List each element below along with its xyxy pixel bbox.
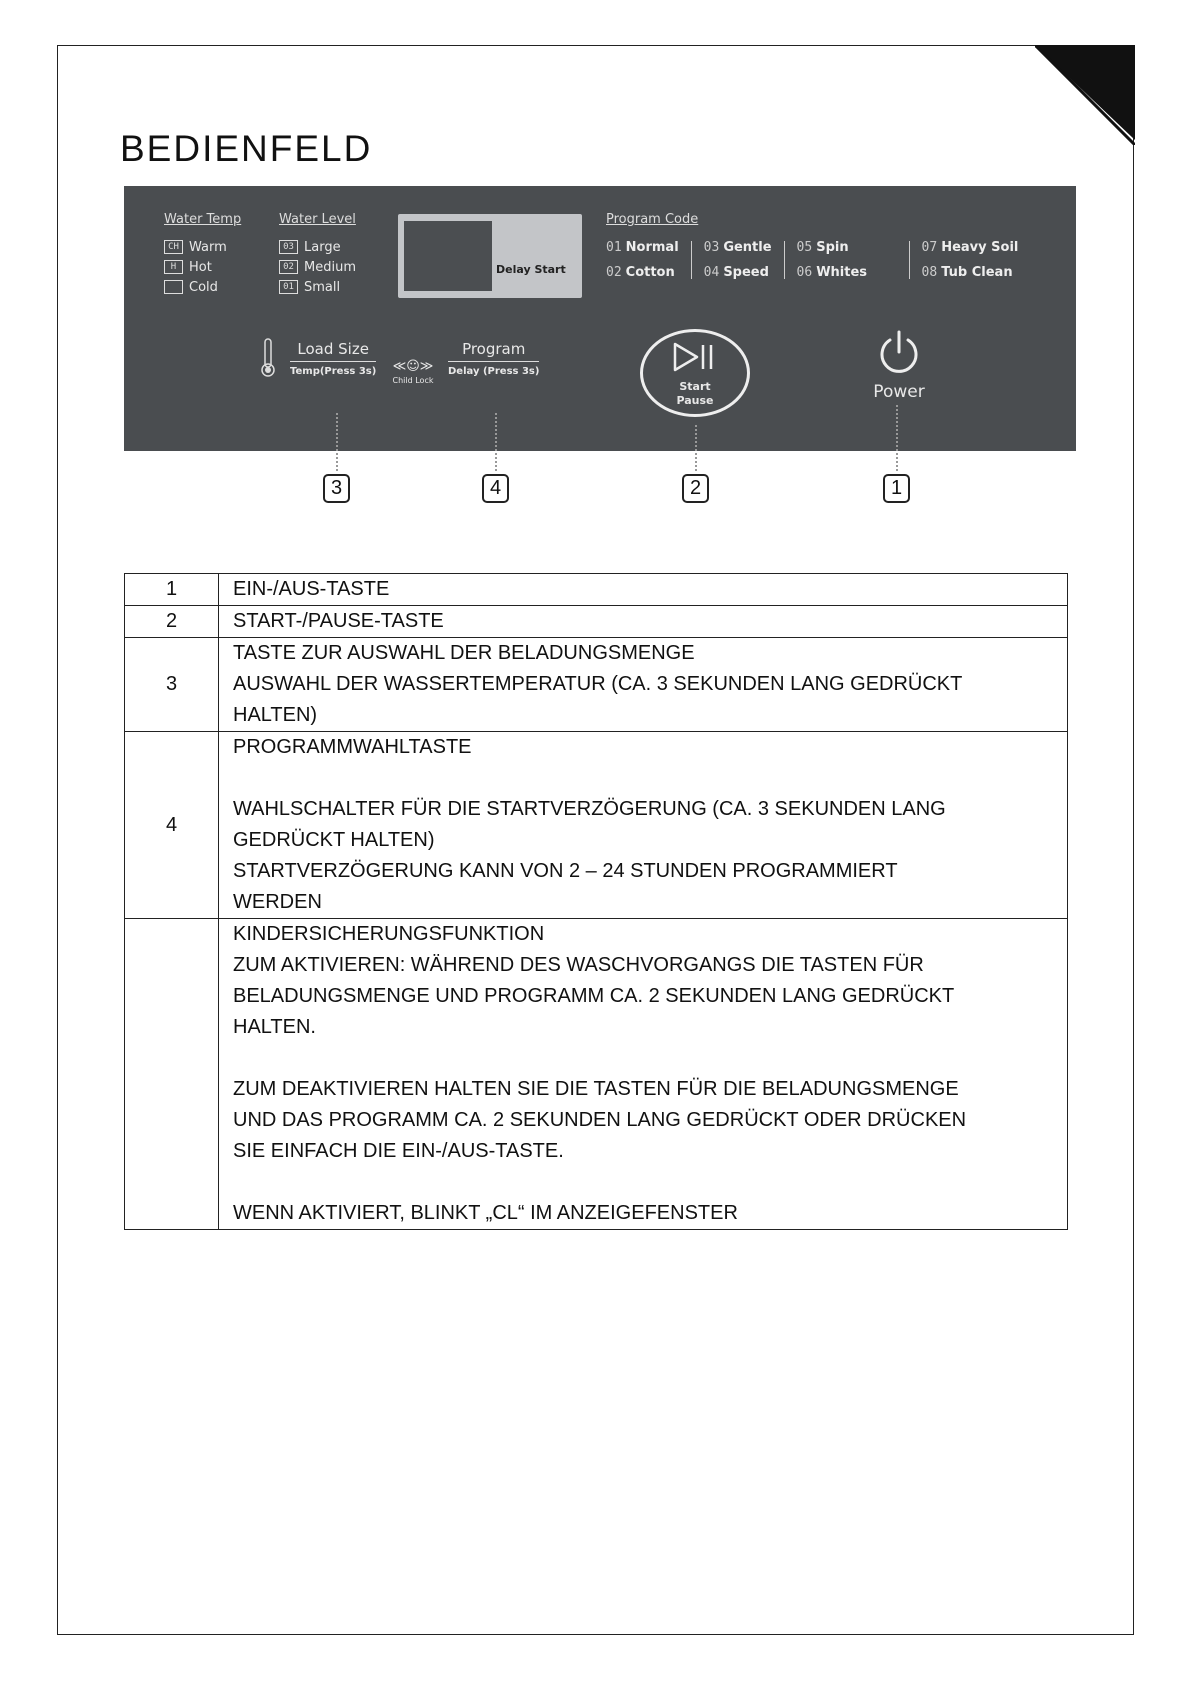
legend-description xyxy=(219,606,1068,638)
description-line: SIE EINFACH DIE EIN-/AUS-TASTE. xyxy=(233,1140,564,1162)
description-line: WERDEN xyxy=(233,891,322,913)
description-line: KINDERSICHERUNGSFUNKTION xyxy=(233,923,545,945)
display-screen xyxy=(404,221,492,291)
indicator-light: 02 xyxy=(279,260,298,274)
delay-start-label: Delay Start xyxy=(496,263,566,276)
description-line: ZUM AKTIVIEREN: WÄHREND DES WASCHVORGANGS DIE TASTEN FÜR xyxy=(233,954,924,976)
program-item: 04 Speed xyxy=(703,265,769,280)
program-column xyxy=(606,240,679,280)
description-line: WAHLSCHALTER FÜR DIE STARTVERZÖGERUNG (CA. 3 SEKUNDEN LANG xyxy=(233,798,946,820)
description-line: EIN-/AUS-TASTE xyxy=(233,578,390,600)
legend-description xyxy=(219,919,1068,1230)
description-line: TASTE ZUR AUSWAHL DER BELADUNGSMENGE xyxy=(233,642,695,664)
description-line: UND DAS PROGRAMM CA. 2 SEKUNDEN LANG GEDRÜCKT ODER DRÜCKEN xyxy=(233,1109,967,1131)
legend-number: 3 xyxy=(125,638,219,732)
option-label: Large xyxy=(304,239,341,255)
water-level-option[interactable] xyxy=(279,277,356,297)
program-column xyxy=(704,240,772,280)
program-label: Program xyxy=(462,340,526,358)
description-line: WENN AKTIVIERT, BLINKT „CL“ IM ANZEIGEFENSTER xyxy=(233,1202,738,1224)
option-label: Cold xyxy=(189,279,218,295)
water-temp-option[interactable] xyxy=(164,257,227,277)
water-level-option[interactable] xyxy=(279,237,356,257)
program-item: 08 Tub Clean xyxy=(921,265,1013,280)
play-pause-icon xyxy=(673,342,717,372)
indicator-light xyxy=(164,280,183,294)
divider xyxy=(691,241,692,279)
leader-line xyxy=(896,405,898,471)
water-temp-header: Water Temp xyxy=(164,212,242,227)
program-column xyxy=(797,240,897,280)
legend-description xyxy=(219,638,1068,732)
load-size-button[interactable] xyxy=(290,340,376,377)
legend-description xyxy=(219,574,1068,606)
thermometer-icon xyxy=(260,338,276,378)
callout-3: 3 xyxy=(323,474,350,503)
program-button[interactable] xyxy=(448,340,539,377)
description-line xyxy=(233,763,1067,794)
description-line: PROGRAMMWAHLTASTE xyxy=(233,736,472,758)
program-item: 05 Spin xyxy=(796,240,849,255)
water-level-option[interactable] xyxy=(279,257,356,277)
indicator-light: 03 xyxy=(279,240,298,254)
control-panel xyxy=(124,186,1076,451)
power-label: Power xyxy=(873,382,925,402)
description-line: HALTEN) xyxy=(233,704,318,726)
power-icon xyxy=(875,328,923,376)
legend-row xyxy=(125,606,1068,638)
temp-press-label: Temp(Press 3s) xyxy=(290,361,376,377)
callout-4: 4 xyxy=(482,474,509,503)
callout-2: 2 xyxy=(682,474,709,503)
legend-number: 2 xyxy=(125,606,219,638)
water-level-options xyxy=(279,237,356,297)
child-lock-label: Child Lock xyxy=(392,376,434,385)
divider xyxy=(784,241,785,279)
description-line xyxy=(233,1167,1067,1198)
program-item: 01 Normal xyxy=(606,240,679,255)
power-button[interactable] xyxy=(864,328,934,402)
legend-row xyxy=(125,919,1068,1230)
legend-number xyxy=(125,919,219,1230)
program-code-header: Program Code xyxy=(606,212,699,227)
child-lock-icon: ≪☺≫ xyxy=(392,359,434,374)
description-line: AUSWAHL DER WASSERTEMPERATUR (CA. 3 SEKUNDEN LANG GEDRÜCKT xyxy=(233,673,963,695)
program-item: 07 Heavy Soil xyxy=(921,240,1019,255)
description-line: START-/PAUSE-TASTE xyxy=(233,610,444,632)
option-label: Medium xyxy=(304,259,356,275)
load-size-label: Load Size xyxy=(297,340,369,358)
program-item: 02 Cotton xyxy=(606,265,675,280)
delay-press-label: Delay (Press 3s) xyxy=(448,361,539,377)
child-lock-indicator xyxy=(388,361,438,385)
display-window xyxy=(398,214,582,298)
description-line: BELADUNGSMENGE UND PROGRAMM CA. 2 SEKUNDEN LANG GEDRÜCKT xyxy=(233,985,955,1007)
corner-tab-mark xyxy=(1035,45,1135,145)
description-line: HALTEN. xyxy=(233,1016,316,1038)
legend-description xyxy=(219,732,1068,919)
legend-number: 4 xyxy=(125,732,219,919)
indicator-light: 01 xyxy=(279,280,298,294)
leader-line xyxy=(495,413,497,471)
callout-1: 1 xyxy=(883,474,910,503)
legend-row xyxy=(125,638,1068,732)
water-temp-option[interactable] xyxy=(164,237,227,257)
start-label: Start xyxy=(679,380,711,393)
option-label: Small xyxy=(304,279,341,295)
water-level-header: Water Level xyxy=(279,212,356,227)
description-line xyxy=(233,1043,1067,1074)
description-line: GEDRÜCKT HALTEN) xyxy=(233,829,435,851)
program-item: 03 Gentle xyxy=(703,240,772,255)
water-temp-options xyxy=(164,237,227,297)
program-code-list xyxy=(606,240,1018,280)
indicator-light: CH xyxy=(164,240,183,254)
leader-line xyxy=(695,425,697,471)
program-column xyxy=(922,240,1019,280)
page-title: BEDIENFELD xyxy=(120,128,373,169)
program-item: 06 Whites xyxy=(796,265,868,280)
description-line: ZUM DEAKTIVIEREN HALTEN SIE DIE TASTEN FÜR DIE BELADUNGSMENGE xyxy=(233,1078,959,1100)
option-label: Warm xyxy=(189,239,227,255)
pause-label: Pause xyxy=(676,394,714,407)
water-temp-option[interactable] xyxy=(164,277,227,297)
indicator-light: H xyxy=(164,260,183,274)
legend-number: 1 xyxy=(125,574,219,606)
leader-line xyxy=(336,413,338,471)
legend-table xyxy=(124,573,1068,1230)
legend-row xyxy=(125,574,1068,606)
divider xyxy=(909,241,910,279)
start-pause-button[interactable] xyxy=(640,329,750,417)
description-line: STARTVERZÖGERUNG KANN VON 2 – 24 STUNDEN PROGRAMMIERT xyxy=(233,860,898,882)
option-label: Hot xyxy=(189,259,212,275)
legend-row xyxy=(125,732,1068,919)
